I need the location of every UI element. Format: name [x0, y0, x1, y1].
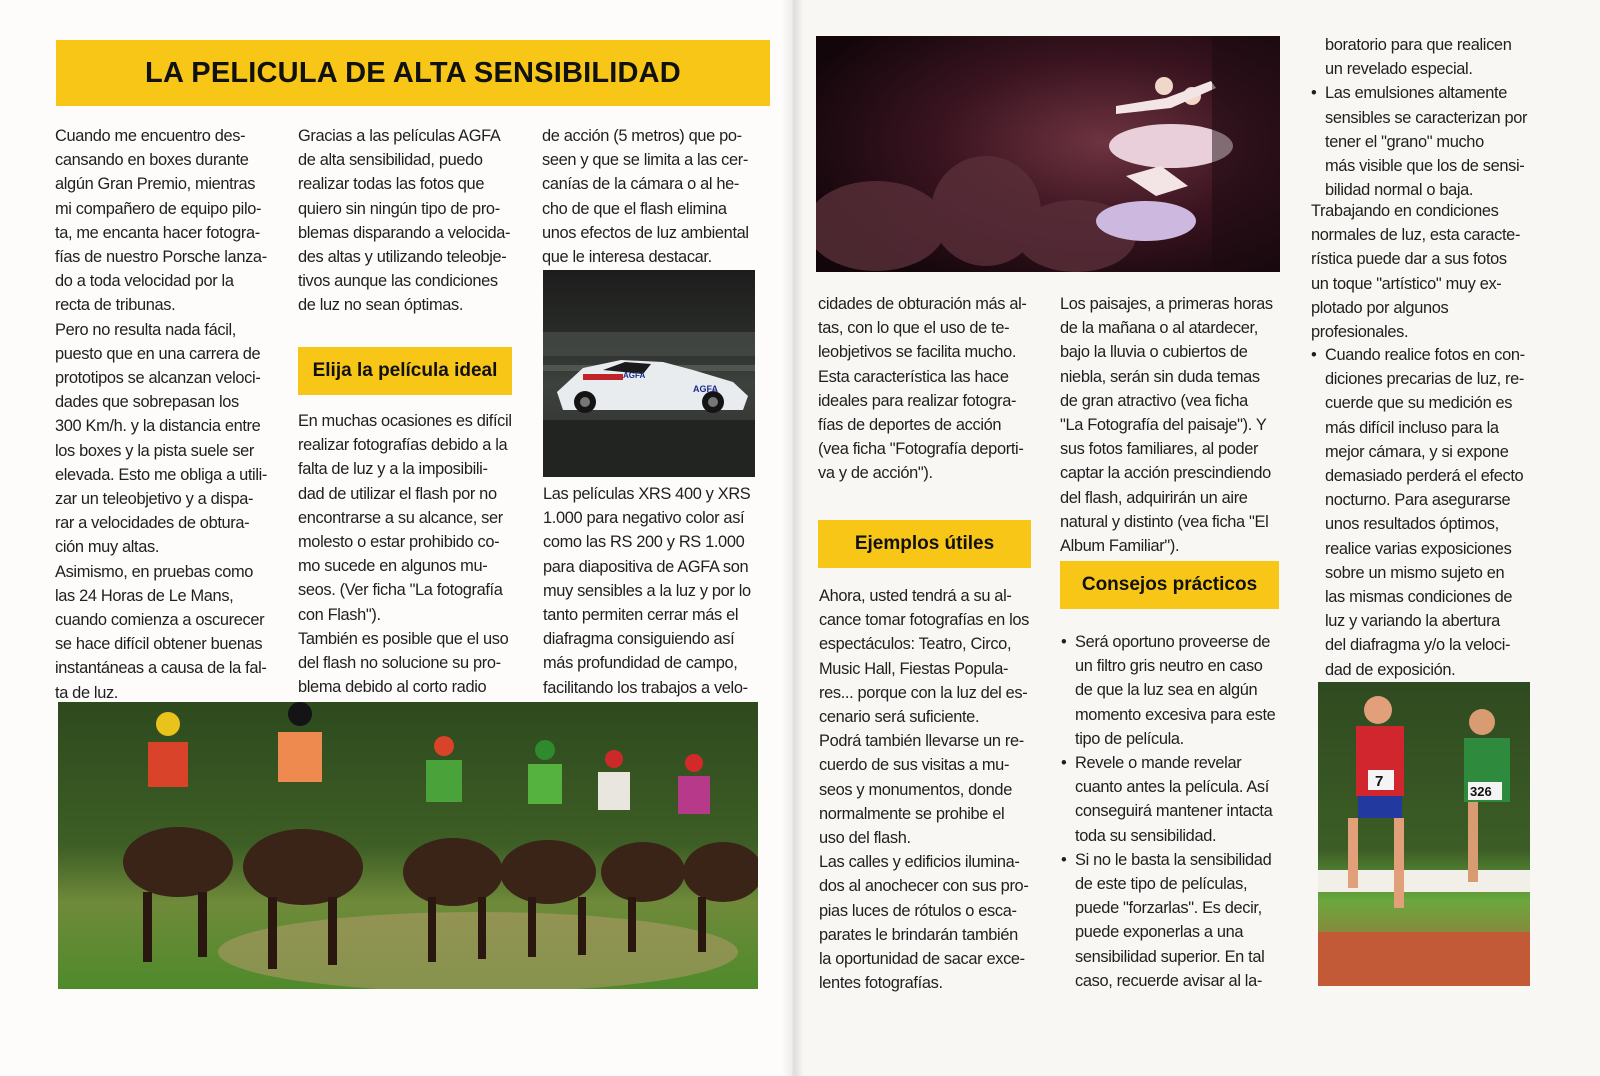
subhead-consejos — [1060, 561, 1279, 609]
text-line: • Las emulsiones altamente — [1325, 84, 1508, 103]
text-line: do a toda velocidad por la — [55, 272, 234, 291]
text-line: cidades de obturación más al- — [818, 295, 1027, 313]
text-line: caso, recuerde avisar al la- — [1075, 971, 1262, 990]
text-line: algún Gran Premio, mientras — [55, 175, 256, 194]
text-line: tener el "grano" mucho — [1325, 132, 1484, 151]
text-line: Trabajando en condiciones — [1311, 202, 1499, 220]
text-line: boratorio para que realicen — [1325, 36, 1512, 54]
text-line: de luz no sean óptimas. — [298, 296, 464, 315]
text-line: diafragma consiguiendo así — [543, 630, 735, 649]
text-line: cenario será suficiente. — [819, 708, 980, 727]
text-line: recta de tribunas. — [55, 296, 176, 315]
text-line: va y de acción"). — [818, 464, 933, 483]
text-line: luz y variando la abertura — [1325, 612, 1500, 631]
text-line: profesionales. — [1311, 323, 1409, 342]
column-2-top — [298, 124, 528, 318]
text-line: cuanto antes la película. Así — [1075, 778, 1269, 797]
text-line: bilidad normal o baja. — [1325, 181, 1474, 200]
text-line: pias luces de rótulos o esca- — [819, 901, 1017, 920]
column-4-bottom — [819, 584, 1047, 995]
column-6-middle — [1311, 199, 1539, 344]
text-line: cansando en boxes durante — [55, 151, 249, 170]
text-line: unos efectos de luz ambiental — [542, 223, 749, 242]
text-line: que le interesa destacar. — [542, 248, 712, 267]
text-line: la oportunidad de sacar exce- — [819, 950, 1025, 969]
text-line: leobjetivos se facilita mucho. — [818, 343, 1017, 362]
text-line: tas, con lo que el uso de te- — [818, 319, 1010, 338]
page-fold — [782, 0, 804, 1076]
subhead-elija — [298, 347, 512, 395]
text-line: También es posible que el uso — [298, 629, 509, 648]
text-line: las mismas condiciones de — [1325, 588, 1513, 607]
text-line: cho de que el flash elimina — [542, 199, 727, 218]
subhead-ejemplos-label: Ejemplos útiles — [854, 533, 995, 554]
text-line: elevada. Esto me obliga a utili- — [55, 465, 268, 484]
text-line: momento excesiva para este — [1075, 705, 1276, 724]
bullet-item — [1061, 848, 1293, 993]
text-line: des altas y utilizando teleobje- — [298, 248, 507, 267]
text-line: se hace difícil obtener buenas — [55, 635, 263, 654]
text-line: fías de deportes de acción — [818, 416, 1002, 435]
text-line: sus fotos familiares, al poder — [1060, 440, 1259, 459]
hurdles-photo — [1318, 682, 1530, 986]
subhead-ejemplos — [818, 520, 1031, 568]
text-line: más difícil incluso para la — [1325, 418, 1499, 437]
text-line: con Flash"). — [298, 605, 381, 624]
text-line: cuerde que su medición es — [1325, 394, 1513, 413]
column-6-top — [1311, 33, 1539, 202]
text-line: zar un teleobjetivo y a dispa- — [55, 490, 254, 509]
car-logo-2: AGFA — [693, 384, 719, 394]
text-line: • Si no le basta la sensibilidad — [1075, 850, 1272, 869]
text-line: diciones precarias de luz, re- — [1325, 370, 1525, 389]
text-line: Album Familiar"). — [1060, 537, 1180, 556]
text-line: ta, me encanta hacer fotogra- — [55, 223, 260, 242]
text-line: de que la luz sea en algún — [1075, 681, 1258, 700]
text-line: Esta característica las hace — [818, 367, 1009, 386]
column-5-bullets — [1061, 630, 1293, 993]
text-line: mejor cámara, y si expone — [1325, 442, 1509, 461]
text-line: puesto que en una carrera de — [55, 344, 261, 363]
bib-7: 7 — [1375, 773, 1384, 790]
text-line: un revelado especial. — [1325, 60, 1473, 79]
text-line: de este tipo de películas, — [1075, 875, 1248, 894]
text-line: dos al anochecer con sus pro- — [819, 877, 1029, 896]
text-line: Asimismo, en pruebas como — [55, 562, 254, 581]
page-title: LA PELICULA DE ALTA SENSIBILIDAD — [145, 56, 681, 89]
text-line: ción muy altas. — [55, 538, 160, 557]
text-line: dades que sobrepasan los — [55, 393, 239, 412]
text-line: de acción (5 metros) que po- — [542, 127, 742, 145]
text-line: blema debido al corto radio — [298, 678, 487, 697]
text-line: niebla, serán sin duda temas — [1060, 367, 1260, 386]
text-line: natural y distinto (vea ficha "El — [1060, 512, 1269, 531]
bullet-item — [1311, 81, 1539, 202]
column-3-bottom — [543, 482, 773, 700]
bullet-item — [1311, 343, 1539, 682]
text-line: prototipos se alcanzan veloci- — [55, 369, 261, 388]
text-line: de alta sensibilidad, puedo — [298, 151, 483, 170]
text-line: realizar todas las fotos que — [298, 175, 485, 194]
text-line: 1.000 para negativo color así — [543, 509, 745, 528]
text-line: Gracias a las películas AGFA — [298, 127, 501, 145]
text-line: mo sucede en algunos mu- — [298, 557, 488, 576]
text-line: facilitando los trabajos a velo- — [543, 678, 748, 697]
text-line: captar la acción prescindiendo — [1060, 464, 1271, 483]
text-line: lentes fotografías. — [819, 974, 943, 993]
text-line: sobre un mismo sujeto en — [1325, 563, 1505, 582]
bib-326: 326 — [1470, 784, 1492, 799]
text-line: conseguirá mantener intacta — [1075, 802, 1273, 821]
text-line: 300 Km/h. y la distancia entre — [55, 417, 261, 436]
text-line: ta de luz. — [55, 683, 119, 702]
ballet-photo — [816, 36, 1280, 272]
text-line: • Será oportuno proveerse de — [1075, 633, 1271, 651]
text-line: más visible que los de sensi- — [1325, 157, 1525, 176]
text-line: puede exponerlas a una — [1075, 923, 1244, 942]
text-line: molesto o estar prohibido co- — [298, 533, 500, 552]
text-line: ideales para realizar fotogra- — [818, 391, 1017, 410]
subhead-elija-label: Elija la película ideal — [312, 360, 498, 381]
text-line: las 24 Horas de Le Mans, — [55, 586, 234, 605]
title-banner — [56, 40, 770, 106]
text-line: cuando comienza a oscurecer — [55, 611, 265, 630]
column-5-top — [1060, 292, 1292, 558]
text-line: res... porque con la luz del es- — [819, 683, 1028, 702]
text-line: blemas disparando a velocida- — [298, 223, 511, 242]
text-line: Las películas XRS 400 y XRS — [543, 485, 751, 503]
text-line: Los paisajes, a primeras horas — [1060, 295, 1273, 313]
horse-racing-photo — [58, 702, 758, 989]
text-line: "La Fotografía del paisaje"). Y — [1060, 416, 1267, 435]
text-line: un filtro gris neutro en caso — [1075, 657, 1263, 676]
text-line: parates le brindarán también — [819, 925, 1018, 944]
text-line: quiero sin ningún tipo de pro- — [298, 199, 500, 218]
text-line: En muchas ocasiones es difícil — [298, 412, 512, 430]
text-line: como las RS 200 y RS 1.000 — [543, 533, 745, 552]
text-line: cance tomar fotografías en los — [819, 611, 1029, 630]
text-line: seen y que se limita a las cer- — [542, 151, 748, 170]
racing-car-photo — [543, 270, 755, 477]
text-line: tanto permiten cerrar más el — [543, 606, 739, 625]
text-line: para diapositiva de AGFA son — [543, 557, 749, 576]
text-line: sensibilidad superior. En tal — [1075, 947, 1265, 966]
text-line: mi compañero de equipo pilo- — [55, 199, 262, 218]
text-line: fías de nuestro Porsche lanza- — [55, 248, 267, 267]
text-line: instantáneas a causa de la fal- — [55, 659, 267, 678]
text-line: tipo de película. — [1075, 729, 1184, 748]
text-line: Podrá también llevarse un re- — [819, 732, 1024, 751]
text-line: Pero no resulta nada fácil, — [55, 320, 236, 339]
column-2-bottom — [298, 409, 528, 699]
text-line: del diafragma y/o la veloci- — [1325, 636, 1511, 655]
text-line: realizar fotografías debido a la — [298, 436, 508, 455]
car-logo-1: AGFA — [623, 371, 646, 380]
bullet-item — [1061, 630, 1293, 751]
text-line: bajo la lluvia o cubiertos de — [1060, 343, 1248, 362]
text-line: dad de utilizar el flash por no — [298, 484, 497, 503]
text-line: espectáculos: Teatro, Circo, — [819, 635, 1012, 654]
text-line: toda su sensibilidad. — [1075, 826, 1217, 845]
continued-item — [1311, 33, 1539, 81]
text-line: nocturno. Para asegurarse — [1325, 491, 1511, 510]
text-line: canías de la cámara o al he- — [542, 175, 740, 194]
column-6-bullet — [1311, 343, 1539, 682]
text-line: • Cuando realice fotos en con- — [1325, 346, 1525, 364]
text-line: de la mañana o al atardecer, — [1060, 319, 1258, 338]
text-line: del flash, adquirirán un aire — [1060, 488, 1248, 507]
text-line: puede "forzarlas". Es decir, — [1075, 899, 1262, 918]
text-line: rística puede dar a sus fotos — [1311, 250, 1507, 269]
text-line: cuerdo de sus visitas a mu- — [819, 756, 1010, 775]
text-line: uso del flash. — [819, 829, 911, 848]
text-line: encontrarse a su alcance, ser — [298, 508, 503, 527]
text-line: realice varias exposiciones — [1325, 539, 1512, 558]
text-line: dad de exposición. — [1325, 660, 1456, 679]
text-line: plotado por algunos — [1311, 298, 1449, 317]
text-line: normalmente se prohibe el — [819, 804, 1005, 823]
column-1 — [55, 124, 285, 705]
text-line: seos. (Ver ficha "La fotografía — [298, 581, 503, 600]
text-line: los boxes y la pista suele ser — [55, 441, 255, 460]
text-line: unos resultados óptimos, — [1325, 515, 1499, 534]
text-line: de gran atractivo (vea ficha — [1060, 391, 1248, 410]
text-line: tivos aunque las condiciones — [298, 272, 498, 291]
text-line: rar a velocidades de obtura- — [55, 514, 250, 533]
text-line: sensibles se caracterizan por — [1325, 108, 1528, 127]
text-line: demasiado perderá el efecto — [1325, 467, 1524, 486]
subhead-consejos-label: Consejos prácticos — [1081, 574, 1258, 595]
text-line: muy sensibles a la luz y por lo — [543, 581, 751, 600]
text-line: (vea ficha "Fotografía deporti- — [818, 440, 1024, 459]
text-line: Music Hall, Fiestas Popula- — [819, 659, 1009, 678]
text-line: falta de luz y a la imposibili- — [298, 460, 488, 479]
text-line: un toque "artístico" muy ex- — [1311, 274, 1502, 293]
column-3-top — [542, 124, 767, 269]
text-line: Ahora, usted tendrá a su al- — [819, 587, 1012, 605]
text-line: normales de luz, esta caracte- — [1311, 226, 1521, 245]
text-line: Cuando me encuentro des- — [55, 127, 246, 145]
bullet-item — [1061, 751, 1293, 848]
column-4-top — [818, 292, 1043, 486]
text-line: más profundidad de campo, — [543, 654, 738, 673]
text-line: Las calles y edificios ilumina- — [819, 853, 1020, 872]
text-line: del flash no solucione su pro- — [298, 654, 501, 673]
text-line: • Revele o mande revelar — [1075, 754, 1242, 773]
text-line: seos y monumentos, donde — [819, 780, 1012, 799]
